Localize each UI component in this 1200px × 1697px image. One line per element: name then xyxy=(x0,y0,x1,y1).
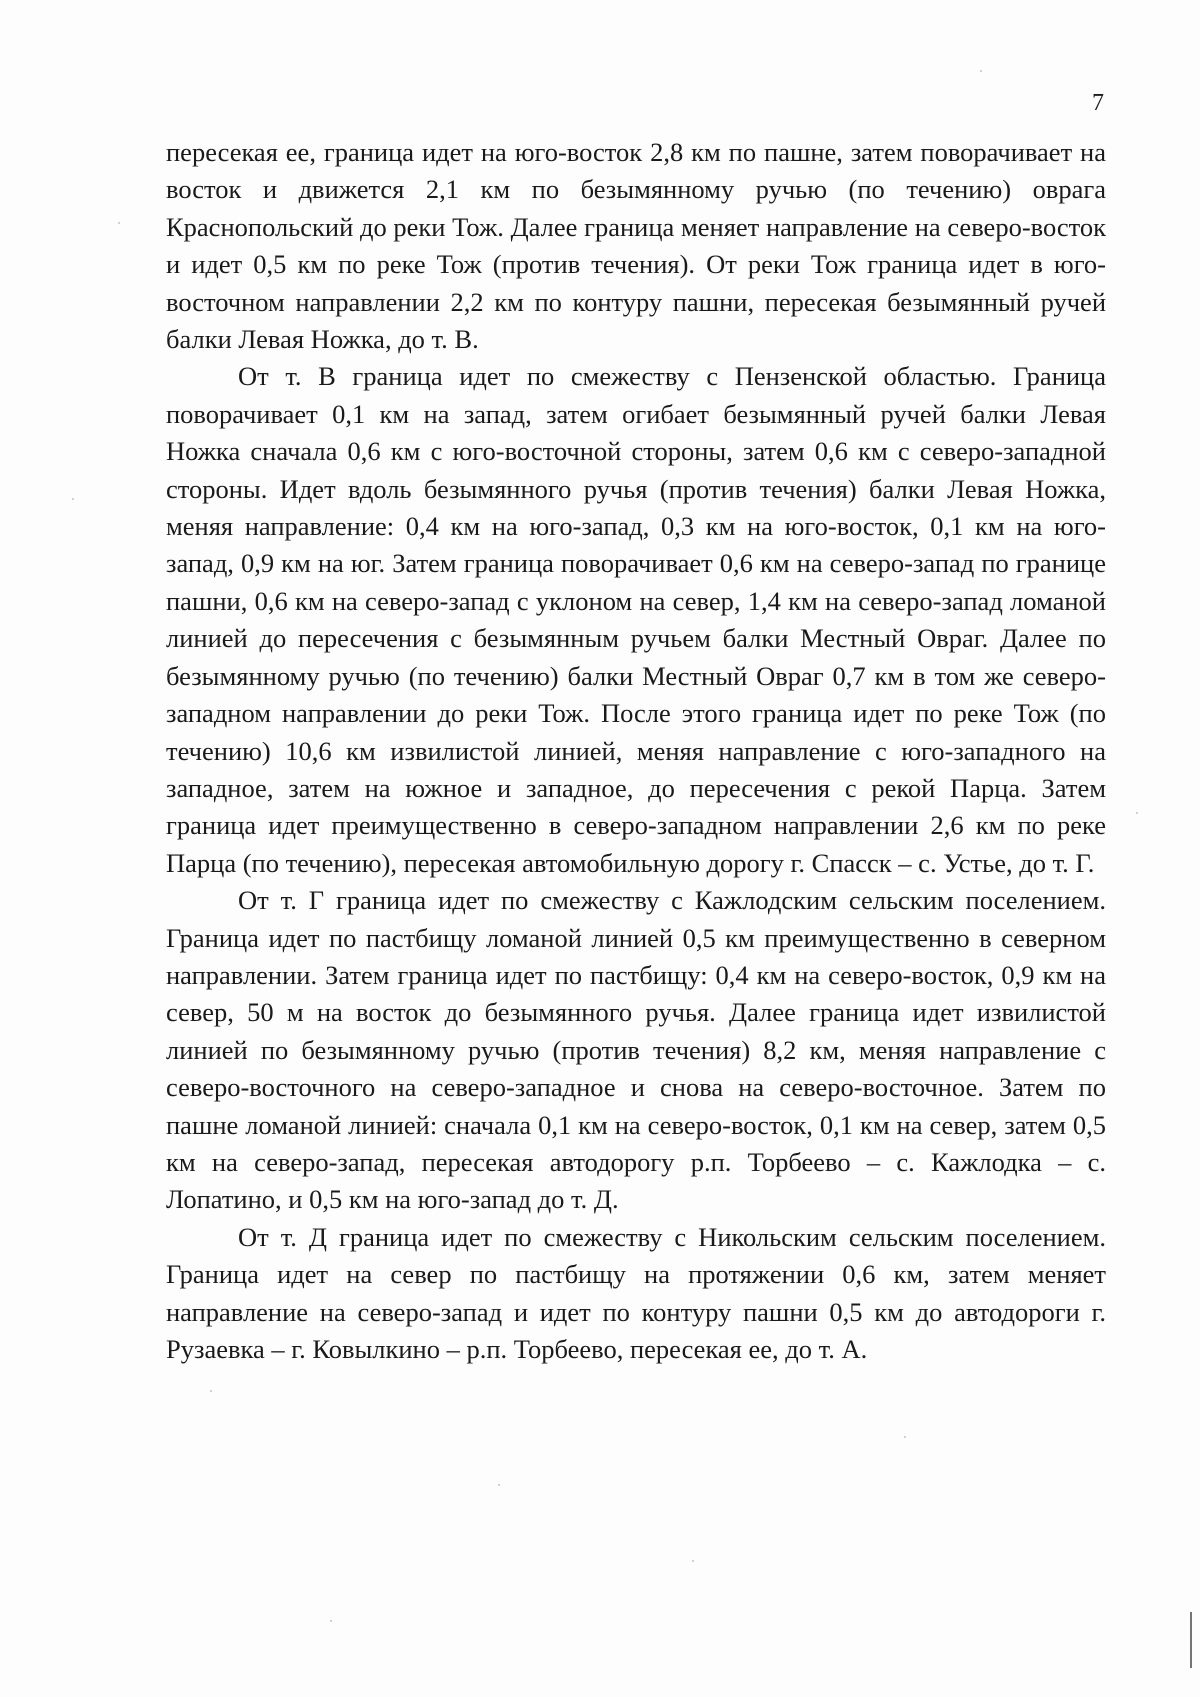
scan-speck xyxy=(210,1390,212,1392)
paragraph-1: пересекая ее, граница идет на юго-восток 2,8 км по пашне, затем поворачивает на восток и движется 2,1 км по безымянному ручью (по течению) оврага Краснопольский до реки Тож. Далее граница меняет направление на северо-восток и идет 0,5 км по реке Тож (против течения). От реки Тож граница идет в юго-восточном направлении 2,2 км по контуру пашни, пересекая безымянный ручей балки Левая Ножка, до т. В. xyxy=(166,137,1106,355)
scan-speck xyxy=(692,1560,694,1562)
paragraph-3: От т. Г граница идет по смежеству с Кажлодским сельским поселением. Граница идет по пастбищу ломаной линией 0,5 км преимущественно в северном направлении. Затем граница идет по пастбищу: 0,4 км на северо-восток, 0,9 км на север, 50 м на восток до безымянного ручья. Далее граница идет извилистой линией по безымянному ручью (против течения) 8,2 км, меняя направление с северо-восточного на северо-западное и снова на северо-восточное. Затем по пашне ломаной линией: сначала 0,1 км на северо-восток, 0,1 км на север, затем 0,5 км на северо-запад, пересекая автодорогу р.п. Торбеево – с. Кажлодка – с. Лопатино, и 0,5 км на юго-запад до т. Д. xyxy=(166,885,1106,1215)
page-number: 7 xyxy=(1092,90,1104,116)
paragraph-2: От т. В граница идет по смежеству с Пензенской областью. Граница поворачивает 0,1 км на запад, затем огибает безымянный ручей балки Левая Ножка сначала 0,6 км с юго-восточной стороны, затем 0,6 км с северо-западной стороны. Идет вдоль безымянного ручья (против течения) балки Левая Ножка, меняя направление: 0,4 км на юго-запад, 0,3 км на юго-восток, 0,1 км на юго-запад, 0,9 км на юг. Затем граница поворачивает 0,6 км на северо-запад по границе пашни, 0,6 км на северо-запад с уклоном на север, 1,4 км на северо-запад ломаной линией до пересечения с безымянным ручьем балки Местный Овраг. Далее по безымянному ручью (по течению) балки Местный Овраг 0,7 км в том же северо-западном направлении до реки Тож. После этого граница идет по реке Тож (по течению) 10,6 км извилистой линией, меняя направление с юго-западного на западное, затем на южное и западное, до пересечения с рекой Парца. Затем граница идет преимущественно в северо-западном направлении 2,6 км по реке Парца (по течению), пересекая автомобильную дорогу г. Спасск – с. Устье, до т. Г. xyxy=(166,361,1106,878)
scan-speck xyxy=(1136,812,1138,814)
scan-speck xyxy=(904,1436,906,1438)
scan-speck xyxy=(498,1484,500,1486)
document-body xyxy=(166,134,1106,1368)
scan-speck xyxy=(980,70,982,72)
scan-speck xyxy=(118,222,120,224)
scan-speck xyxy=(330,1620,332,1622)
paragraph-4: От т. Д граница идет по смежеству с Никольским сельским поселением. Граница идет на север по пастбищу на протяжении 0,6 км, затем меняет направление на северо-запад и идет по контуру пашни 0,5 км до автодороги г. Рузаевка – г. Ковылкино – р.п. Торбеево, пересекая ее, до т. А. xyxy=(166,1221,1106,1364)
scan-speck xyxy=(72,498,74,500)
scan-edge-mark xyxy=(1190,1612,1192,1668)
